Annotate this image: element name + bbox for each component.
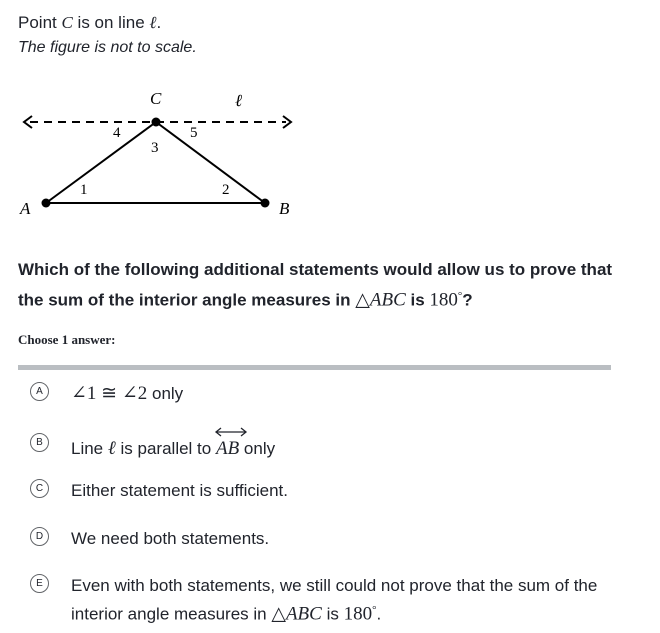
line-ab-notation: AB [216,436,239,461]
point-variable: C [61,13,73,32]
problem-intro [18,10,197,60]
angle-label-2: 2 [222,182,230,198]
choice-d-text: We need both statements. [71,529,270,548]
choice-b-letter: B [30,433,49,452]
choice-b[interactable] [30,432,611,461]
angle-label-4: 4 [113,125,121,141]
choose-label: Choose 1 answer: [18,332,116,347]
line-variable: ℓ [149,13,157,32]
choice-d[interactable] [30,526,611,551]
choice-e-text: Even with both statements, we still could not prove that the sum of the interior angle measures in △ABC is 180°. [71,576,598,625]
triangle-figure [0,80,320,230]
side-cb [156,122,265,203]
divider [18,365,611,370]
choice-a[interactable] [30,381,611,406]
side-ac [46,122,156,203]
choice-b-text: Line ℓ is parallel to AB only [71,432,611,461]
choice-a-letter: A [30,382,49,401]
choice-c[interactable] [30,478,611,503]
problem-statement: Point C is on line ℓ. [18,13,162,32]
choice-d-letter: D [30,527,49,546]
vertex-b [261,199,270,208]
choice-e[interactable] [30,573,611,627]
label-a: A [20,199,31,218]
label-c: C [150,89,162,108]
vertex-a [42,199,51,208]
figure-note: The figure is not to scale. [18,39,197,56]
label-b: B [279,199,290,218]
double-arrow-icon [214,427,248,437]
choice-c-letter: C [30,479,49,498]
angle-label-1: 1 [80,182,88,198]
choice-c-text: Either statement is sufficient. [71,481,289,500]
question-text: Which of the following additional statements would allow us to prove that the sum of the interior angle measures in △ABC is 180°? [18,260,613,311]
choice-a-text: ∠1 ≅ ∠2 only [71,383,184,404]
angle-label-3: 3 [151,140,159,156]
label-line: ℓ [235,91,243,110]
angle-label-5: 5 [190,125,198,141]
vertex-c [152,118,161,127]
choice-e-letter: E [30,574,49,593]
